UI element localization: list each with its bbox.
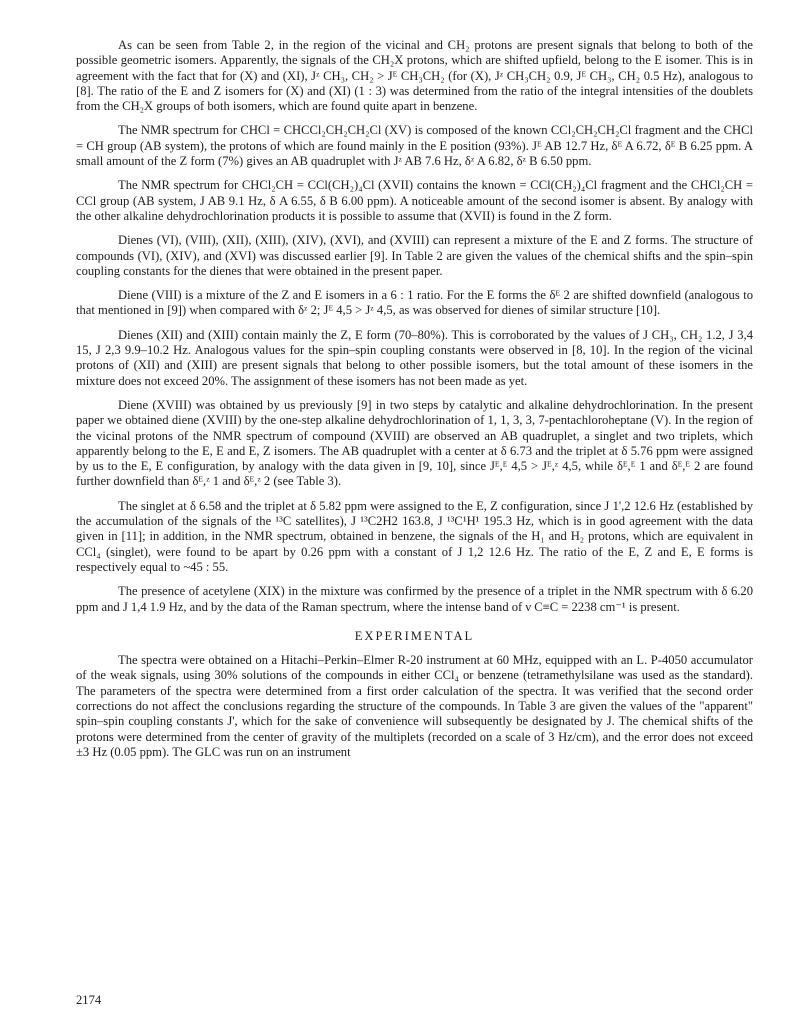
paragraph-dienes-overview: Dienes (VI), (VIII), (XII), (XIII), (XIV), (XVI), and (XVIII) can represent a mixture of the E and Z forms. The structure of compounds (VI), (XIV), and (XVI) was discussed earlier [9]. In Table 2 are given the values of the chemical shifts and the spin–spin coupling constants for the dienes that were obtained in the present paper. bbox=[76, 233, 753, 278]
paragraph-experimental-spectra: The spectra were obtained on a Hitachi–Perkin–Elmer R-20 instrument at 60 MHz, equipped with an L. P-4050 accumulator of the weak signals, using 30% solutions of the compounds in either CCl₄ or benzene (tetramethylsilane was used as the standard). The parameters of the spectra were determined from a first order calculation of the spectra. It was verified that the second order corrections do not affect the conclusions regarding the structure of the compounds. In Table 3 are given the values of the "apparent" spin–spin coupling constants J', which for the sake of convenience will subsequently be designated by J. The chemical shifts of the protons were determined from the center of gravity of the multiplets (recorded on a scale of 3 Hz/cm), and the error does not exceed ±3 Hz (0.05 ppm). The GLC was run on an instrument bbox=[76, 653, 753, 759]
paragraph-dienes-xii-xiii: Dienes (XII) and (XIII) contain mainly the Z, E form (70–80%). This is corroborated by the values of J CH₃, CH₂ 1.2, J 3,4 15, J 2,3 9.9–10.2 Hz. Analogous values for the spin–spin coupling constants were observed in [8, 10]. In the region of the vicinal protons of (XII) and (XIII) are present signals that belong to other possible isomers, but the total amount of these isomers in the mixture does not exceed 20%. The assignment of these isomers has not been made as yet. bbox=[76, 327, 753, 388]
paragraph-nmr-xvii: The NMR spectrum for CHCl₂CH = CCl(CH₂)₄Cl (XVII) contains the known = CCl(CH₂)₄Cl fragment and the CHCl₂CH = CCl group (AB system, J AB 9.1 Hz, δ A 6.55, δ B 6.00 ppm). A noticeable amount of the second isomer is absent. By analogy with the other alkaline dehydrochlorination products it is possible to assume that (XVII) is found in the Z form. bbox=[76, 178, 753, 223]
paragraph-isomer-signals: As can be seen from Table 2, in the region of the vicinal and CH₂ protons are present signals that belong to both of the possible geometric isomers. Apparently, the signals of the CH₂X protons, which are shifted upfield, belong to the E isomer. This is in agreement with the fact that for (X) and (XI), Jᶻ CH₃, CH₂ > Jᴱ CH₃CH₂ (for (X), Jᶻ CH₃CH₂ 0.9, Jᴱ CH₃, CH₂ 0.5 Hz), analogous to [8]. The ratio of the E and Z isomers for (X) and (XI) (1 : 3) was determined from the ratio of the integral intensities of the doublets from the CH₂X groups of both isomers, which are found quite apart in benzene. bbox=[76, 38, 753, 114]
page-number: 2174 bbox=[76, 993, 102, 1007]
paragraph-ez-configuration: The singlet at δ 6.58 and the triplet at δ 5.82 ppm were assigned to the E, Z configuration, since J 1',2 12.6 Hz (established by the accumulation of the signals of the ¹³C satellites), J ¹³C2H2 163.8, J ¹³C¹H¹ 195.3 Hz, which is in good agreement with the data given in [11]; in addition, in the NMR spectrum, obtained in benzene, the signals of the H₁ and H₂ protons, which are equivalent in CCl₄ (singlet), were found to be apart by 0.26 ppm with a constant of J 1,2 12.6 Hz. The ratio of the E, Z and E, E forms is respectively equal to ~45 : 55. bbox=[76, 498, 753, 574]
paragraph-acetylene: The presence of acetylene (XIX) in the mixture was confirmed by the presence of a triplet in the NMR spectrum with δ 6.20 ppm and J 1,4 1.9 Hz, and by the data of the Raman spectrum, where the intense band of ν C≡C = 2238 cm⁻¹ is present. bbox=[76, 584, 753, 614]
paragraph-diene-viii: Diene (VIII) is a mixture of the Z and E isomers in a 6 : 1 ratio. For the E forms the δᴱ 2 are shifted downfield (analogous to that mentioned in [9]) when compared with δᶻ 2; Jᴱ 4,5 > Jᶻ 4,5, as was observed for dienes of similar structure [10]. bbox=[76, 288, 753, 318]
paragraph-diene-xviii: Diene (XVIII) was obtained by us previously [9] in two steps by catalytic and alkaline dehydrochlorination. In the present paper we obtained diene (XVIII) by the one-step alkaline dehydrochlorination of 1, 1, 3, 3, 7-pentachloroheptane (V). In the region of the vicinal protons of the NMR spectrum of compound (XVIII) are observed an AB quadruplet, a singlet and two triplets, which apparently belong to the E, E and E, Z isomers. The AB quadruplet with a center at δ 6.73 and the triplet at δ 5.76 ppm were assigned by us to the E, E configuration, by analogy with the data given in [9, 10], since Jᴱ,ᴱ 4,5 > Jᴱ,ᶻ 4,5, while δᴱ,ᴱ 1 and δᴱ,ᴱ 2 are found further downfield than δᴱ,ᶻ 1 and δᴱ,ᶻ 2 (see Table 3). bbox=[76, 397, 753, 489]
section-heading-experimental: EXPERIMENTAL bbox=[354, 628, 475, 643]
paragraph-nmr-xv: The NMR spectrum for CHCl = CHCCl₂CH₂CH₂Cl (XV) is composed of the known CCl₂CH₂CH₂Cl fragment and the CHCl = CH group (AB system), the protons of which are found mainly in the E position (93%). Jᴱ AB 12.7 Hz, δᴱ A 6.72, δᴱ B 6.25 ppm. A small amount of the Z form (7%) gives an AB quadruplet with Jᶻ AB 7.6 Hz, δᶻ A 6.82, δᶻ B 6.50 ppm. bbox=[76, 123, 753, 169]
